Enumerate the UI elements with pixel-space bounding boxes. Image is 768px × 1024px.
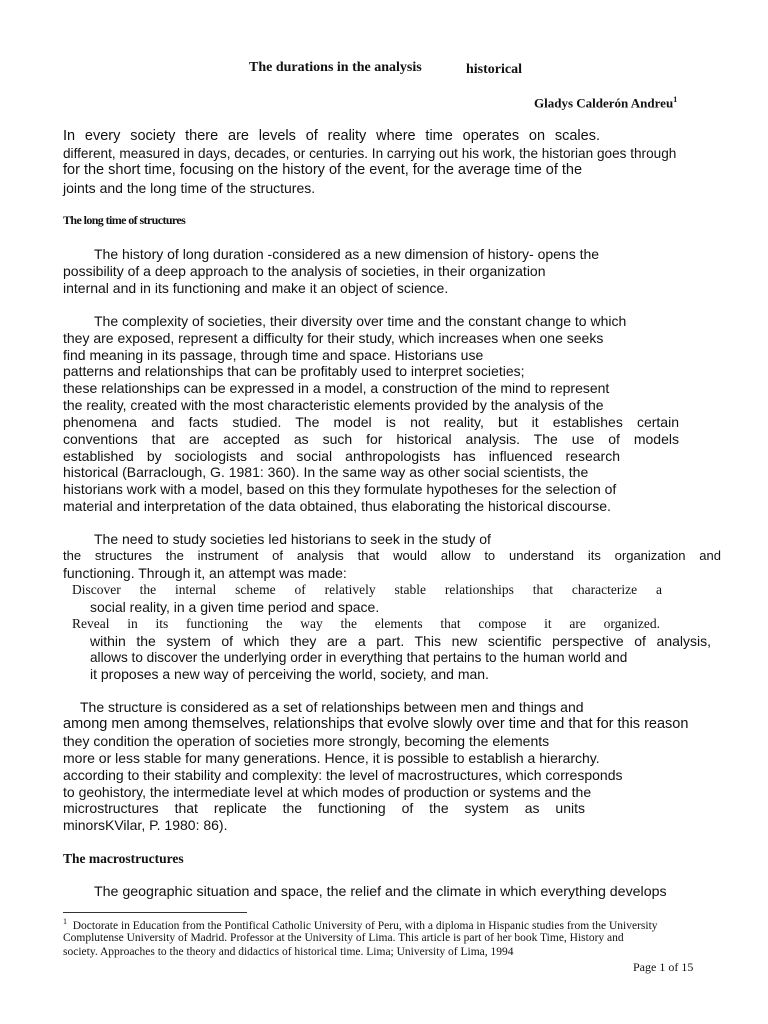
paragraph-line: established by sociologists and social anthropologists has influenced research <box>63 448 620 464</box>
paragraph-line: these relationships can be expressed in a model, a construction of the mind to represent <box>63 380 610 396</box>
paragraph-line: functioning. Through it, an attempt was made: <box>63 565 347 581</box>
footnote-marker: 1 <box>63 917 67 926</box>
paragraph-line: to geohistory, the intermediate level at which modes of production or systems and the <box>63 784 592 800</box>
paragraph-line: patterns and relationships that can be profitably used to interpret societies; <box>63 363 525 379</box>
intro-line: joints and the long time of the structures. <box>63 180 316 196</box>
paragraph-line: conventions that are accepted as such for historical analysis. The use of models <box>63 431 679 447</box>
list-item-continued: it proposes a new way of perceiving the world, society, and man. <box>90 666 489 682</box>
intro-line: for the short time, focusing on the history of the event, for the average time of the <box>63 162 583 178</box>
paragraph-line: The structure is considered as a set of relationships between men and things and <box>80 699 584 715</box>
paragraph-line: find meaning in its passage, through time and space. Historians use <box>63 347 484 363</box>
paragraph-line: historical (Barraclough, G. 1981: 360). In the same way as other social scientists, the <box>63 464 589 480</box>
section-heading: The macrostructures <box>63 851 184 866</box>
paragraph-line: internal and in its functioning and make it an object of science. <box>63 280 449 296</box>
footnote-line: Complutense University of Madrid. Professor at the University of Lima. This article is part of her book Time, History and <box>63 932 624 944</box>
intro-line: In every society there are levels of reality where time operates on scales. <box>63 128 600 144</box>
author-name: Gladys Calderón Andreu <box>534 95 674 111</box>
paragraph-line: they condition the operation of societies more strongly, becoming the elements <box>63 733 550 749</box>
author-line <box>534 95 677 111</box>
paragraph-line: The need to study societies led historians to seek in the study of <box>94 531 491 547</box>
list-item-continued: allows to discover the underlying order in everything that pertains to the human world and <box>90 650 628 665</box>
intro-line: different, measured in days, decades, or centuries. In carrying out his work, the historian goes through <box>63 146 677 161</box>
section-heading: The long time of structures <box>63 213 186 227</box>
paragraph-line: material and interpretation of the data obtained, thus elaborating the historical discourse. <box>63 498 611 514</box>
paragraph-line: the structures the instrument of analysis that would allow to understand its organization and <box>63 548 721 563</box>
paragraph-line: historians work with a model, based on this they formulate hypotheses for the selection of <box>63 481 617 497</box>
paragraph-line: among men among themselves, relationships that evolve slowly over time and that for this reason <box>63 716 689 732</box>
footnote-line <box>63 917 658 932</box>
list-item: Discover the internal scheme of relatively stable relationships that characterize a <box>72 582 662 597</box>
document-title: The durations in the analysis <box>249 60 422 75</box>
paragraph-line: The complexity of societies, their diversity over time and the constant change to which <box>94 313 627 329</box>
paragraph-line: more or less stable for many generations. Hence, it is possible to establish a hierarchy. <box>63 750 600 766</box>
paragraph-line: minorsKVilar, P. 1980: 86). <box>63 817 228 833</box>
footnote-ref: 1 <box>673 95 678 104</box>
paragraph-line: phenomena and facts studied. The model is not reality, but it establishes certain <box>63 414 679 430</box>
footnote-divider <box>63 912 247 913</box>
paragraph-line: microstructures that replicate the functioning of the system as units <box>63 800 585 816</box>
footnote-text: Doctorate in Education from the Pontifical Catholic University of Peru, with a diploma in Hispanic studies from the University <box>72 919 658 932</box>
paragraph-line: possibility of a deep approach to the analysis of societies, in their organization <box>63 263 546 279</box>
list-item-continued: within the system of which they are a part. This new scientific perspective of analysis, <box>90 633 711 649</box>
page-number: Page 1 of 15 <box>633 960 694 974</box>
list-item-continued: social reality, in a given time period and space. <box>90 599 380 615</box>
paragraph-line: they are exposed, represent a difficulty for their study, which increases when one seeks <box>63 330 604 346</box>
paragraph-line: The history of long duration -considered as a new dimension of history- opens the <box>94 246 600 262</box>
document-title-continued: historical <box>466 62 522 77</box>
list-item: Reveal in its functioning the way the elements that compose it are organized. <box>72 616 660 631</box>
paragraph-line: the reality, created with the most characteristic elements provided by the analysis of the <box>63 397 604 413</box>
footnote-line: society. Approaches to the theory and didactics of historical time. Lima; University of Lima, 1994 <box>63 946 514 958</box>
paragraph-line: The geographic situation and space, the relief and the climate in which everything develops <box>94 884 667 900</box>
paragraph-line: according to their stability and complexity: the level of macrostructures, which corresponds <box>63 767 623 783</box>
